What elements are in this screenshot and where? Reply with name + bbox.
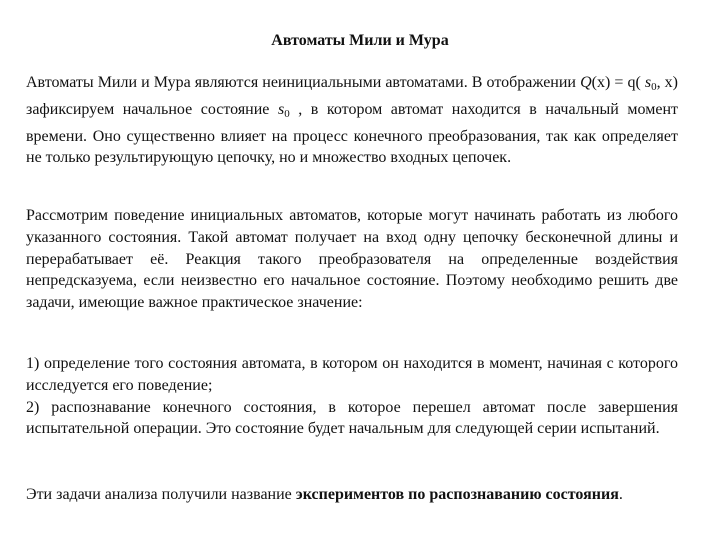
initial-state-s: s xyxy=(277,100,285,118)
initial-state-subscript: 0 xyxy=(284,107,290,120)
conclusion-period: . xyxy=(618,486,623,503)
task-item-2: 2) распознавание конечного состояния, в которое перешел автомат после завершения испытательной операции. Это состояние будет начальным для следующей серии испытаний. xyxy=(26,398,678,438)
document-title: Автоматы Мили и Мура xyxy=(271,32,449,49)
paragraph-conclusion xyxy=(26,484,678,506)
formula-args: (x) = q( xyxy=(591,74,645,91)
intro-text-middle: зафиксируем начальное состояние xyxy=(26,100,278,118)
formula-end: , x) xyxy=(656,74,679,91)
conclusion-term: экспериментов по распознаванию состояния xyxy=(295,486,619,503)
intro-text-start: Автоматы Мили и Мура являются неинициальными автоматами. В отображении xyxy=(26,74,581,91)
formula xyxy=(580,74,678,91)
paragraph-tasks xyxy=(26,353,678,440)
paragraph-initial-automata: Рассмотрим поведение инициальных автоматов, которые могут начинать работать из любого указанного состояния. Такой автомат получает на вход одну цепочку бесконечной длины и перерабатывает её. Реакция такого преобразователя на определенные воздействия непредсказуема, если неизвестно его начальное состояние. Поэтому необходимо решить две задачи, имеющие важное практическое значение: xyxy=(26,207,678,312)
formula-s: s xyxy=(644,74,652,91)
formula-q: Q xyxy=(580,74,592,91)
intro-text-end: , в котором автомат находится в начальный момент времени. Оно существенно влияет на процесс конечного преобразования, так как определяет не только результирующую цепочку, но и множество входных цепочек. xyxy=(26,100,679,167)
paragraph-intro xyxy=(26,72,678,169)
formula-s-subscript: 0 xyxy=(651,81,657,93)
task-item-1: 1) определение того состояния автомата, в котором он находится в момент, начиная с которого исследуется его поведение; xyxy=(26,355,678,394)
conclusion-text: Эти задачи анализа получили название xyxy=(26,486,296,503)
